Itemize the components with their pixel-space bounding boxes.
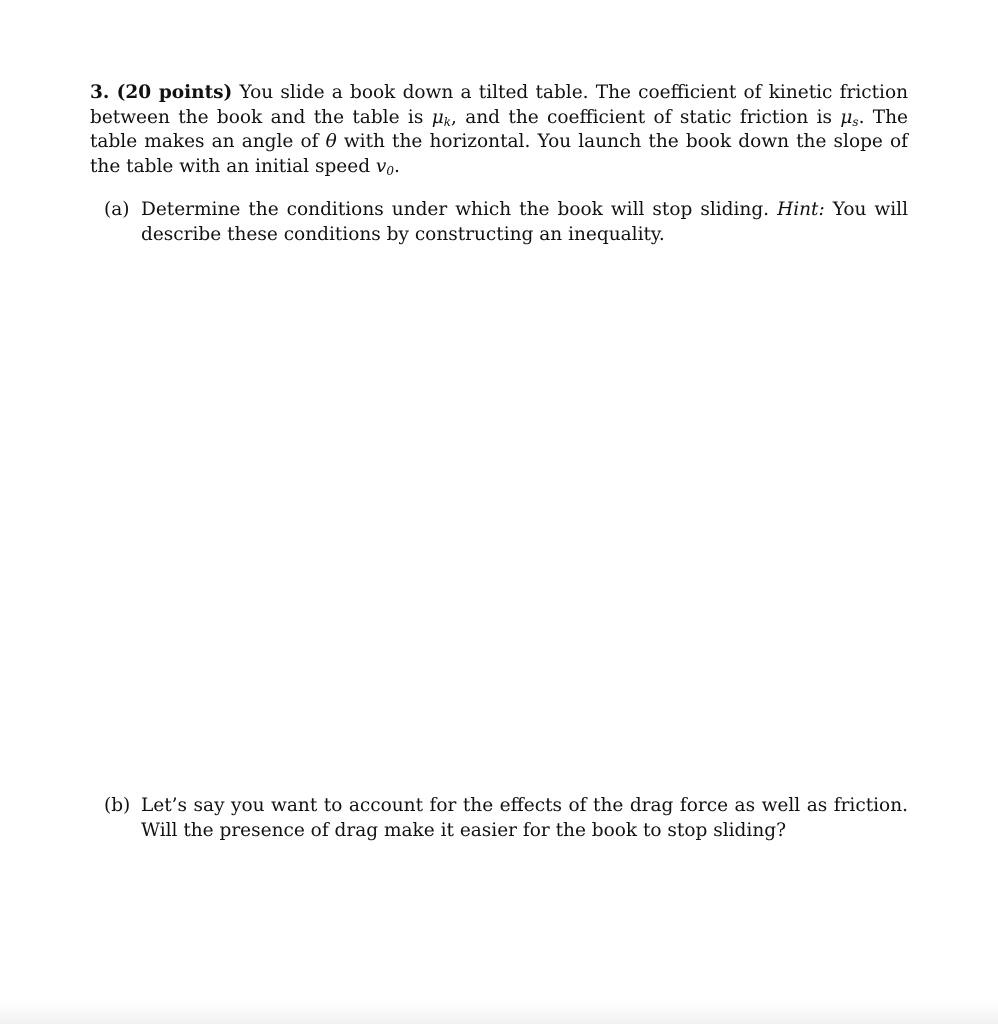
mu-s-symbol: $\mu_s$ [840,106,859,129]
problem-text-2: , and the coefficient of static friction is [451,106,841,128]
problem-text-1: You slide a book down a tilted table. The coefficient of kinetic friction between the book and the table is [90,82,908,128]
theta-symbol: θ [325,131,337,152]
part-a-text [141,198,908,247]
v0-symbol: $v_0$ [375,155,395,178]
mu-k-symbol: $\mu_k$ [431,106,451,129]
part-a-hint-text: You will describe these conditions by constructing an inequality. [141,199,908,245]
part-a-hint-label: Hint: [777,199,825,220]
part-a-label: (a) [104,199,130,220]
part-a [104,198,908,247]
problem-text-5: . [394,155,400,177]
part-b [104,794,908,843]
problem-number: 3. [90,82,110,103]
part-a-question: Determine the conditions under which the book will stop sliding. [141,199,778,220]
problem-points: (20 points) [116,82,233,103]
problem-text-4: with the horizontal. You launch the book down the slope of the table with an initial speed [90,131,908,177]
problem-statement [90,81,908,179]
problem-text-3: . The table makes an angle of [90,106,909,152]
part-b-text: Let’s say you want to account for the effects of the drag force as well as friction. Will the presence of drag make it easier for the book to stop sliding? [141,795,908,841]
page-bottom-shadow [0,1002,998,1024]
part-b-label: (b) [104,795,131,816]
